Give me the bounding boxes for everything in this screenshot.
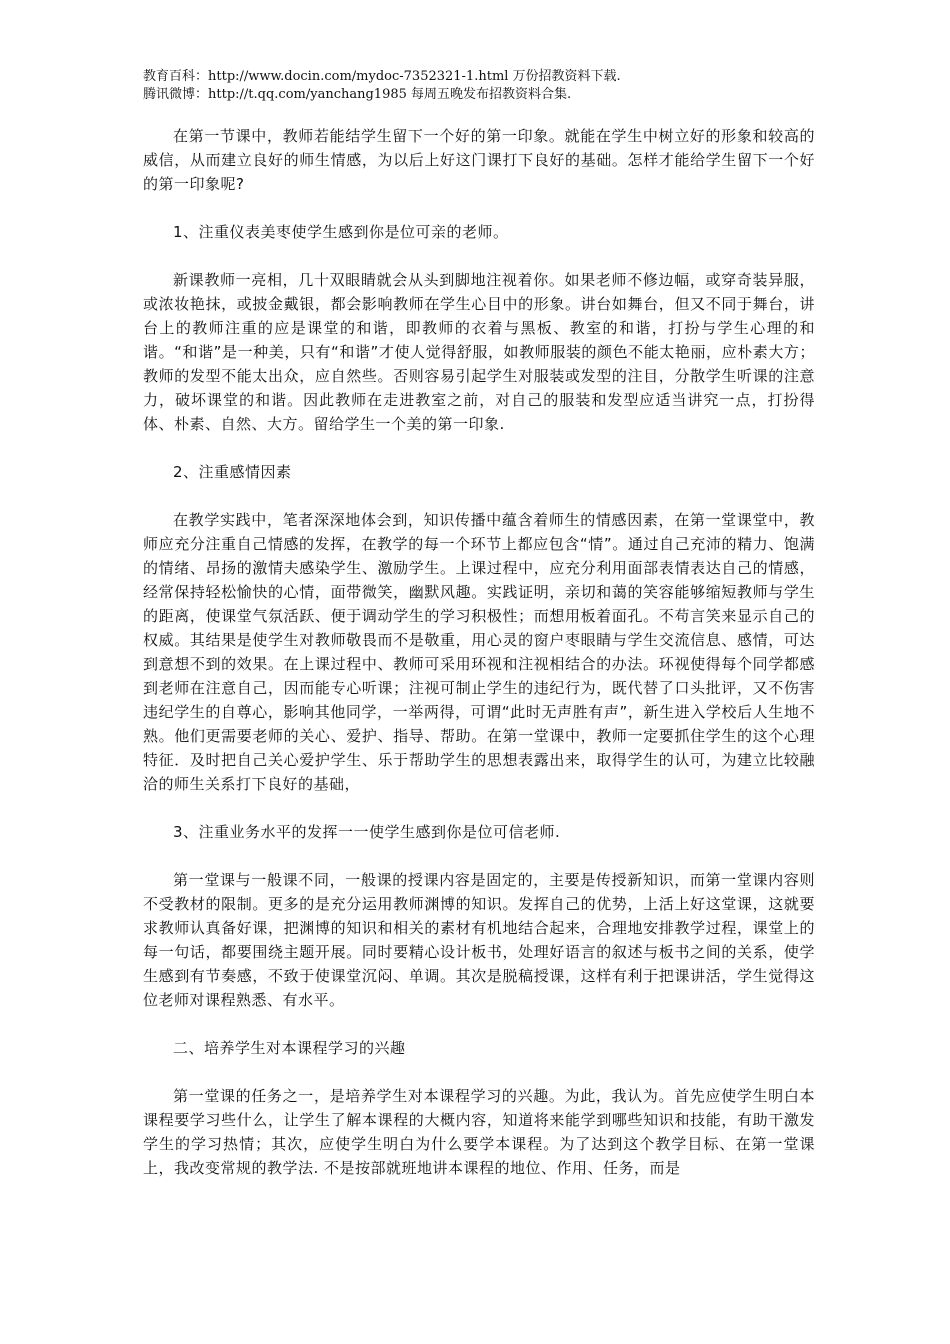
header-line-weibo: 腾讯微博：http://t.qq.com/yanchang1985 每周五晚发布招教资料合集. [143,87,572,102]
paragraph-interest: 第一堂课的任务之一，是培养学生对本课程学习的兴趣。为此，我认为。首先应使学生明白本课程要学习些什么，让学生了解本课程的大概内容，知道将来能学到哪些知识和技能，有助干激发学生的学习热情；其次，应使学生明白为什么要学本课程。为了达到这个教学目标、在第一堂课上，我改变常规的教学法. 不是按部就班地讲本课程的地位、作用、任务，而是 [143,1087,815,1177]
heading-interest: 二、培养学生对本课程学习的兴趣 [173,1039,406,1057]
paragraph-intro: 在第一节课中，教师若能结学生留下一个好的第一印象。就能在学生中树立好的形象和较高的威信，从而建立良好的师生情感，为以后上好这门课打下良好的基础。怎样才能给学生留下一个好的第一印象呢? [143,127,815,193]
page-header [143,68,823,104]
paragraph-emotion: 在教学实践中，笔者深深地体会到，知识传播中蕴含着师生的情感因素，在第一堂课堂中，教师应充分注重自己情感的发挥，在教学的每一个环节上都应包含“情”。通过自己充沛的精力、饱满的情绪、昂扬的激情夫感染学生、激励学生。上课过程中，应充分利用面部表情表达自己的情感，经常保持轻松愉快的心情，面带微笑，幽默风趣。实践证明，亲切和蔼的笑容能够缩短教师与学生的距离，使课堂气氛活跃、便于调动学生的学习积极性；而想用板着面孔。不苟言笑来显示自己的权威。其结果是使学生对教师敬畏而不是敬重，用心灵的窗户枣眼睛与学生交流信息、感情，可达到意想不到的效果。在上课过程中、教师可采用环视和注视相结合的办法。环视使得每个同学都感到老师在注意自己，因而能专心听课；注视可制止学生的违纪行为，既代替了口头批评，又不伤害违纪学生的自尊心，影响其他同学，一举两得，可谓“此时无声胜有声”，新生进入学校后人生地不熟。他们更需要老师的关心、爱护、指导、帮助。在第一堂课中，教师一定要抓住学生的这个心理特征．及时把自己关心爱护学生、乐于帮助学生的思想表露出来，取得学生的认可，为建立比较融洽的师生关系打下良好的基础， [143,511,815,793]
heading-professional: 3、注重业务水平的发挥一一使学生感到你是位可信老师. [173,823,561,841]
document-body [143,124,815,1204]
paragraph-appearance: 新课教师一亮相，几十双眼睛就会从头到脚地注视着你。如果老师不修边幅，或穿奇装异服，或浓妆艳抹，或披金戴银，都会影响教师在学生心目中的形象。讲台如舞台，但又不同于舞台，讲台上的教师注重的应是课堂的和谐，即教师的衣着与黑板、教室的和谐，打扮与学生心理的和谐。“和谐”是一种美，只有“和谐”才使人觉得舒服，如教师服装的颜色不能太艳丽，应朴素大方；教师的发型不能太出众，应自然些。否则容易引起学生对服装或发型的注目，分散学生听课的注意力，破坏课堂的和谐。因此教师在走进教室之前，对自己的服装和发型应适当讲究一点，打扮得体、朴素、自然、大方。留给学生一个美的第一印象. [143,271,815,433]
heading-emotion: 2、注重感情因素 [173,463,292,481]
paragraph-professional: 第一堂课与一般课不同，一般课的授课内容是固定的，主要是传授新知识，而第一堂课内容则不受教材的限制。更多的是充分运用教师渊博的知识。发挥自己的优势，上活上好这堂课，这就要求教师认真备好课，把渊博的知识和相关的素材有机地结合起来，合理地安排教学过程，课堂上的每一句话，都要围绕主题开展。同时要精心设计板书，处理好语言的叙述与板书之间的关系，使学生感到有节奏感，不致于使课堂沉闷、单调。其次是脱稿授课，这样有利于把课讲活，学生觉得这位老师对课程熟悉、有水平。 [143,871,815,1009]
header-line-docin: 教育百科：http://www.docin.com/mydoc-7352321-1.html 万份招教资料下载. [143,69,621,84]
heading-appearance: 1、注重仪表美枣使学生感到你是位可亲的老师。 [173,223,509,241]
